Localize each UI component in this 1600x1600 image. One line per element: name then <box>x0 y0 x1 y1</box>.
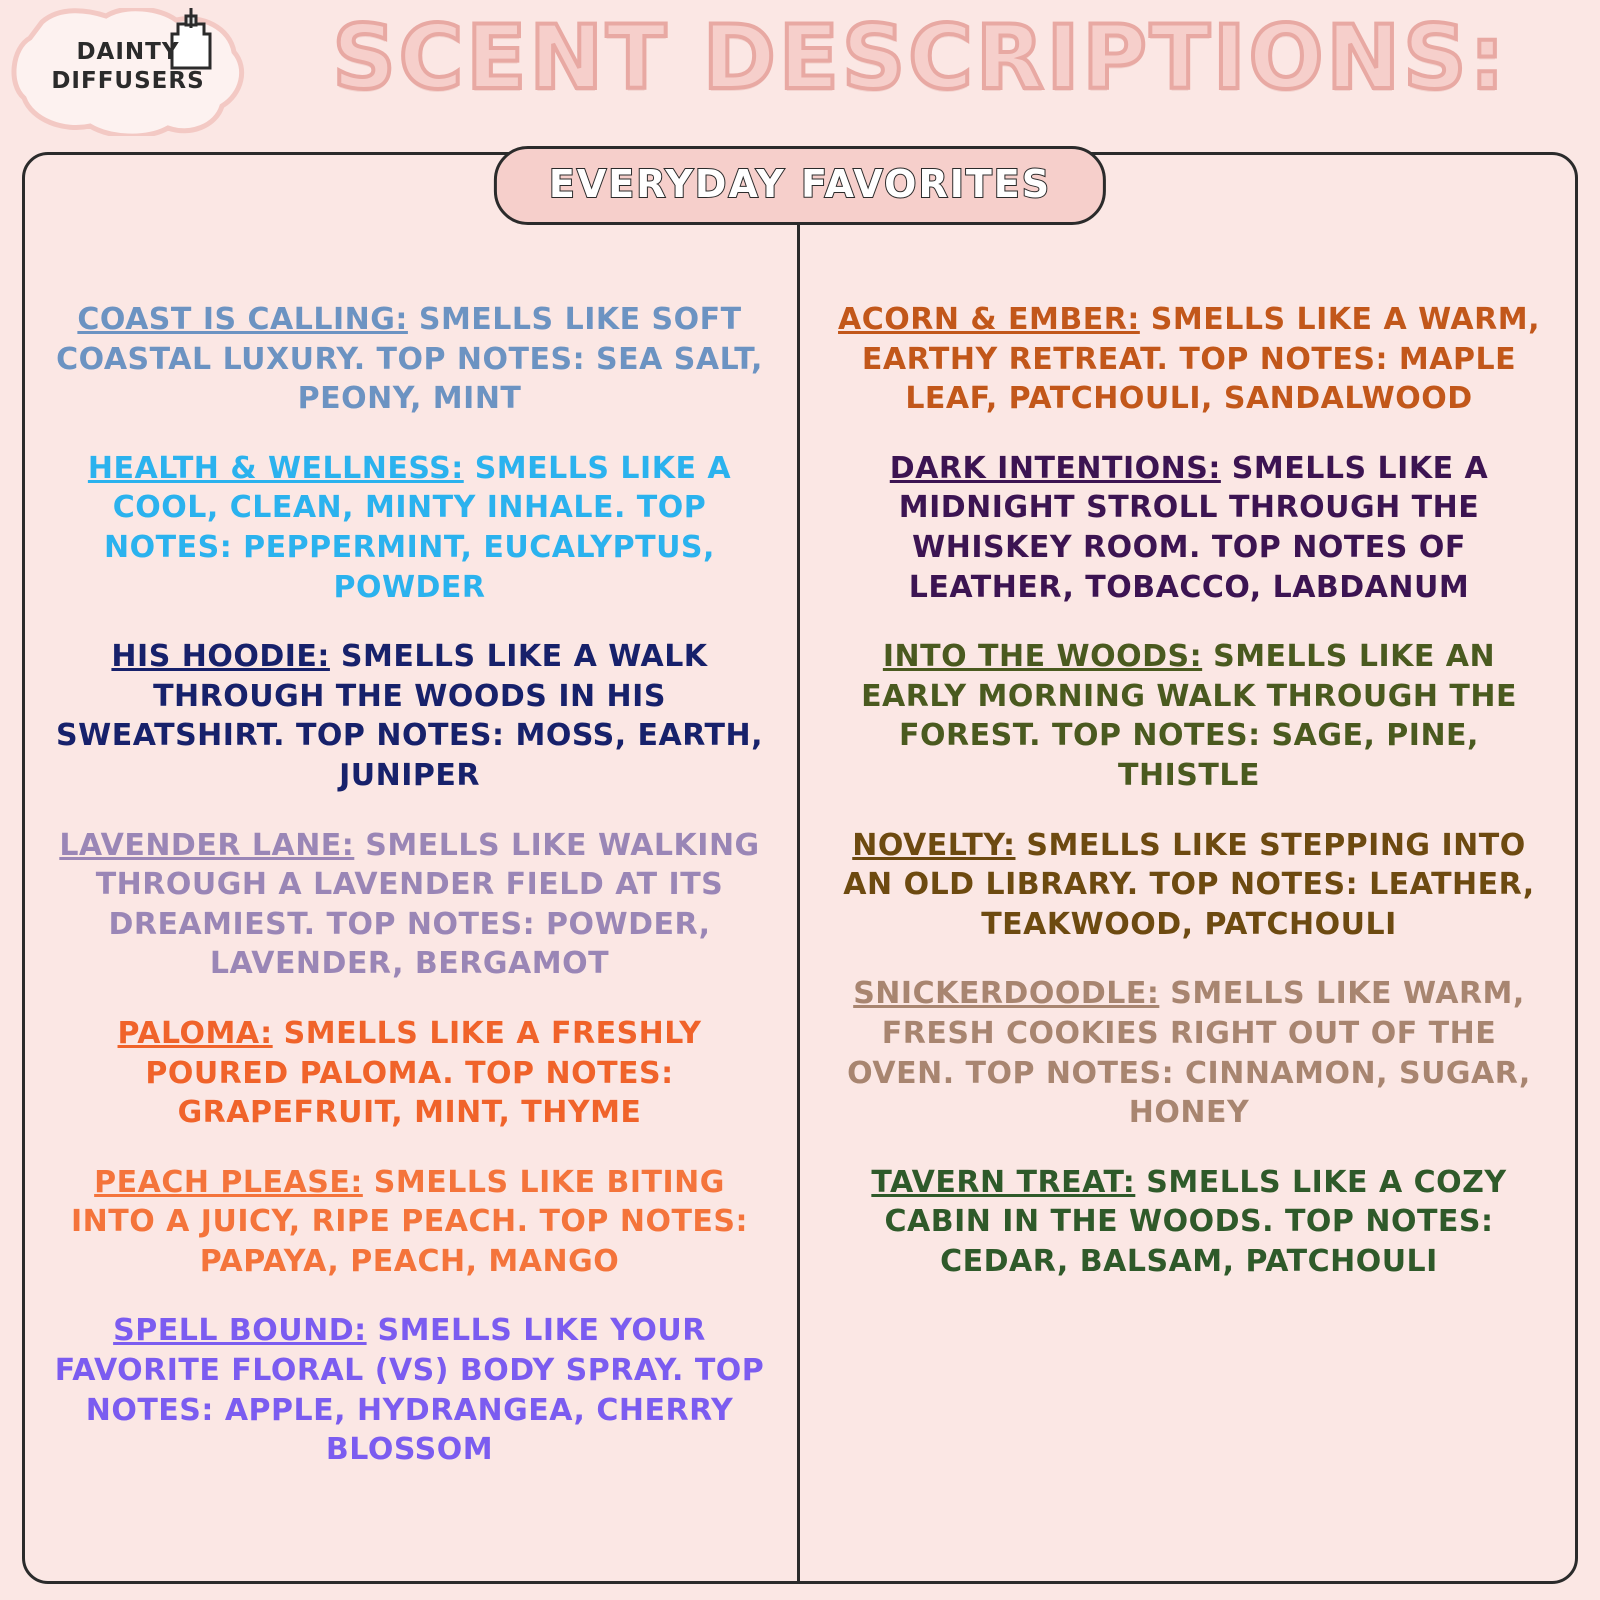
page-title: SCENT DESCRIPTIONS: <box>332 6 1508 109</box>
scent-entry <box>48 449 771 607</box>
scent-entry <box>826 826 1552 945</box>
scent-name: ACORN & EMBER: <box>838 302 1140 337</box>
scent-name: SNICKERDOODLE: <box>853 976 1160 1012</box>
scent-name: TAVERN TREAT: <box>871 1164 1136 1200</box>
scent-entry <box>48 826 771 984</box>
scent-description: SMELLS LIKE WALKING THROUGH A LAVENDER FIELD AT ITS DREAMIEST. TOP NOTES: POWDER, LAVENDER, BERGAMOT <box>95 827 760 982</box>
scent-entry <box>48 1163 771 1282</box>
scent-entry <box>826 1163 1552 1282</box>
scent-description: SMELLS LIKE A COZY CABIN IN THE WOODS. TOP NOTES: CEDAR, BALSAM, PATCHOULI <box>884 1164 1507 1279</box>
scent-description: SMELLS LIKE A COOL, CLEAN, MINTY INHALE. TOP NOTES: PEPPERMINT, EUCALYPTUS, POWDER <box>104 450 732 605</box>
brand-logo <box>10 8 250 136</box>
scent-entry <box>826 974 1552 1132</box>
brand-logo-text <box>38 38 218 97</box>
scent-entry <box>48 300 771 419</box>
scent-description: SMELLS LIKE A WARM, EARTHY RETREAT. TOP NOTES: MAPLE LEAF, PATCHOULI, SANDALWOOD <box>861 302 1540 417</box>
scent-name: HEALTH & WELLNESS: <box>87 450 464 486</box>
scent-name: PEACH PLEASE: <box>94 1164 363 1200</box>
scent-column-left <box>22 152 800 1584</box>
scent-name: LAVENDER LANE: <box>59 827 355 863</box>
scent-entry <box>48 1311 771 1469</box>
scent-description: SMELLS LIKE A WALK THROUGH THE WOODS IN HIS SWEATSHIRT. TOP NOTES: MOSS, EARTH, JUNIPER <box>56 639 763 793</box>
scent-entry <box>826 637 1552 795</box>
scent-description: SMELLS LIKE A FRESHLY POURED PALOMA. TOP NOTES: GRAPEFRUIT, MINT, THYME <box>145 1015 702 1131</box>
scent-entry <box>48 1014 771 1133</box>
scent-description: SMELLS LIKE YOUR FAVORITE FLORAL (VS) BODY SPRAY. TOP NOTES: APPLE, HYDRANGEA, CHERRY BLOSSOM <box>54 1313 765 1468</box>
scent-description: SMELLS LIKE BITING INTO A JUICY, RIPE PEACH. TOP NOTES: PAPAYA, PEACH, MANGO <box>70 1164 749 1279</box>
page-header <box>0 0 1600 150</box>
scent-name: INTO THE WOODS: <box>882 639 1203 675</box>
scent-name: PALOMA: <box>117 1015 273 1051</box>
brand-logo-line1: DAINTY <box>76 39 180 65</box>
scent-entry <box>826 449 1552 607</box>
scent-name: COAST IS CALLING: <box>77 302 408 337</box>
scent-entry <box>48 637 771 795</box>
scent-description: SMELLS LIKE SOFT COASTAL LUXURY. TOP NOTES: SEA SALT, PEONY, MINT <box>56 302 763 417</box>
scent-entry <box>826 300 1552 419</box>
scent-description: SMELLS LIKE WARM, FRESH COOKIES RIGHT OUT OF THE OVEN. TOP NOTES: CINNAMON, SUGAR, HONEY <box>847 976 1531 1131</box>
scent-columns <box>22 152 1578 1584</box>
scent-name: DARK INTENTIONS: <box>889 450 1221 486</box>
scent-name: NOVELTY: <box>852 827 1016 863</box>
brand-logo-line2: DIFFUSERS <box>51 68 205 95</box>
scent-description: SMELLS LIKE AN EARLY MORNING WALK THROUGH THE FOREST. TOP NOTES: SAGE, PINE, THISTLE <box>861 639 1517 793</box>
section-subtitle-badge <box>494 146 1106 225</box>
section-subtitle-text: EVERYDAY FAVORITES <box>548 162 1052 206</box>
scent-description: SMELLS LIKE A MIDNIGHT STROLL THROUGH THE WHISKEY ROOM. TOP NOTES OF LEATHER, TOBACCO, LABDANUM <box>898 450 1489 605</box>
scent-name: HIS HOODIE: <box>111 639 330 675</box>
scent-description: SMELLS LIKE STEPPING INTO AN OLD LIBRARY. TOP NOTES: LEATHER, TEAKWOOD, PATCHOULI <box>843 827 1535 942</box>
scent-column-right <box>800 152 1578 1584</box>
scent-name: SPELL BOUND: <box>113 1313 367 1349</box>
